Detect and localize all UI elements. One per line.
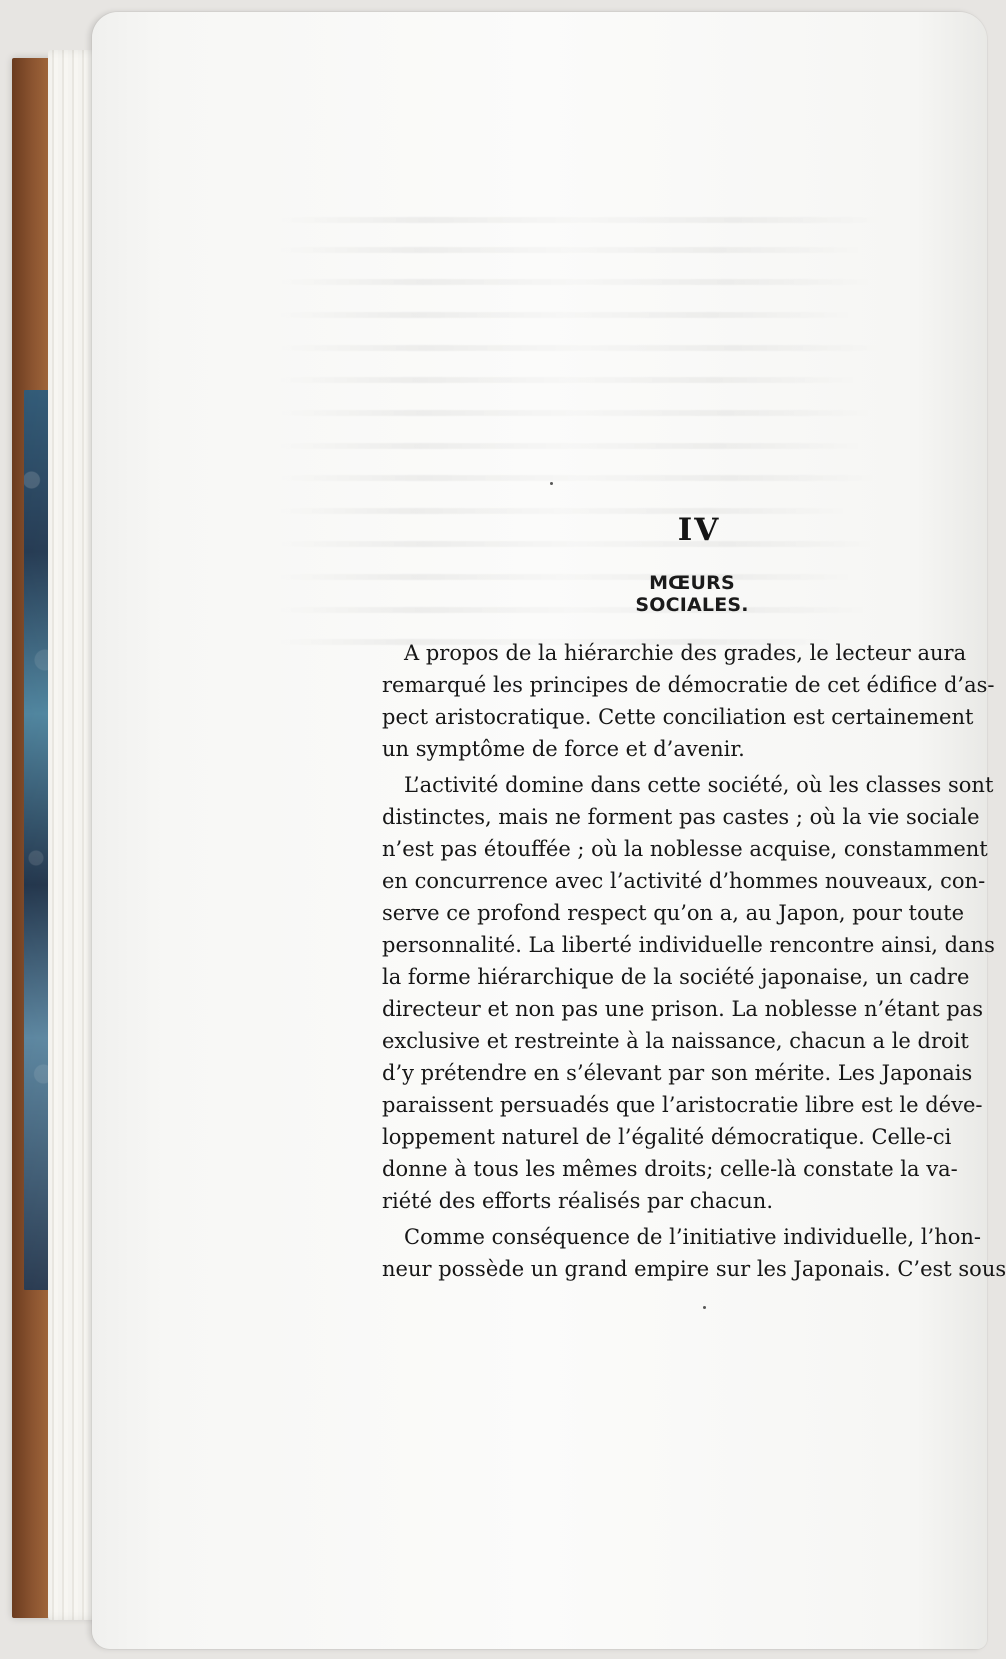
- paragraph-line: personnalité. La liberté individuelle rencontre ainsi, dans: [382, 933, 995, 957]
- paragraph-line: en concurrence avec l’activité d’hommes nouveaux, con-: [382, 869, 986, 893]
- paragraph-line: un symptôme de force et d’avenir.: [382, 737, 745, 761]
- paragraph-2: [382, 769, 995, 1217]
- paragraph-line: remarqué les principes de démocratie de cet édifice d’as-: [382, 673, 995, 697]
- paragraph-line: Comme conséquence de l’initiative individuelle, l’hon-: [404, 1225, 982, 1249]
- show-through-text: [270, 217, 920, 667]
- book-page: [92, 12, 1006, 1649]
- paragraph-3: [382, 1221, 1006, 1285]
- chapter-number: IV: [677, 512, 721, 548]
- paragraph-line: directeur et non pas une prison. La noblesse n’étant pas: [382, 997, 983, 1021]
- chapter-title: MŒURS SOCIALES.: [635, 572, 749, 616]
- paragraph-line: A propos de la hiérarchie des grades, le lecteur aura: [404, 641, 967, 665]
- paragraph-line: donne à tous les mêmes droits; celle-là constate la va-: [382, 1157, 958, 1181]
- paragraph-line: distinctes, mais ne forment pas castes ; où la vie sociale: [382, 805, 980, 829]
- paragraph-line: neur possède un grand empire sur les Japonais. C’est sous: [382, 1257, 1006, 1281]
- body-text: [382, 637, 1006, 1285]
- paragraph-line: paraissent persuadés que l’aristocratie libre est le déve-: [382, 1093, 983, 1117]
- paragraph-line: serve ce profond respect qu’on a, au Japon, pour toute: [382, 901, 965, 925]
- paper-speck: [703, 1306, 706, 1309]
- paragraph-line: loppement naturel de l’égalité démocratique. Celle-ci: [382, 1125, 952, 1149]
- paragraph-1: [382, 637, 995, 765]
- paragraph-line: riété des efforts réalisés par chacun.: [382, 1189, 774, 1213]
- paper-speck: [550, 482, 553, 485]
- paragraph-line: pect aristocratique. Cette conciliation est certainement: [382, 705, 974, 729]
- paragraph-line: exclusive et restreinte à la naissance, chacun a le droit: [382, 1029, 969, 1053]
- paragraph-line: la forme hiérarchique de la société japonaise, un cadre: [382, 965, 970, 989]
- paragraph-line: d’y prétendre en s’élevant par son mérite. Les Japonais: [382, 1061, 973, 1085]
- paragraph-line: L’activité domine dans cette société, où les classes sont: [404, 773, 994, 797]
- paragraph-line: n’est pas étouffée ; où la noblesse acquise, constamment: [382, 837, 988, 861]
